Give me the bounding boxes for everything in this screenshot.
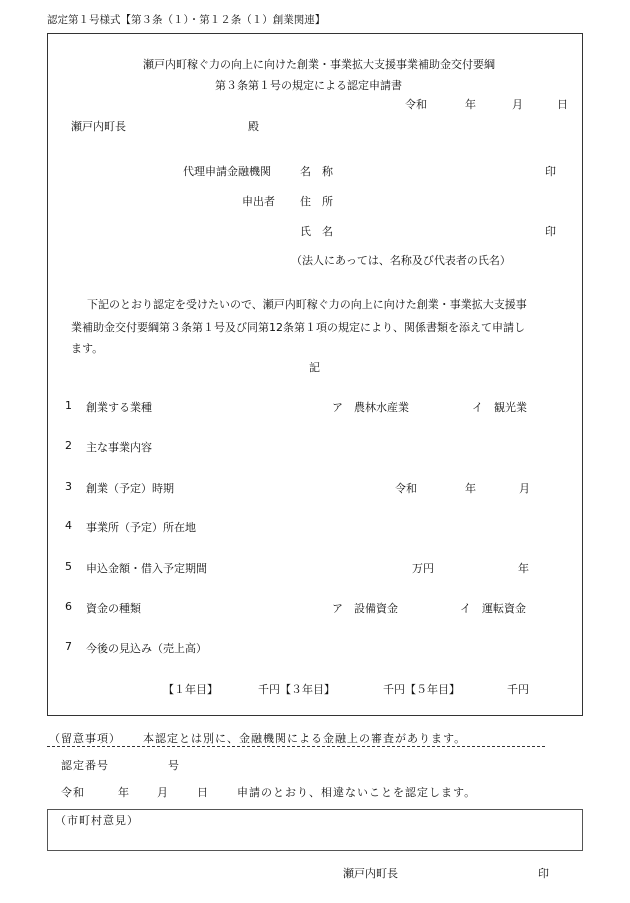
item1-label: 創業する業種 [86,401,152,414]
applicant-corporate-note: （法人にあっては、名称及び代表者の氏名） [291,254,511,267]
applicant-address-label: 住 所 [300,195,333,208]
certification-statement: 申請のとおり、相違ないことを認定します。 [237,786,477,799]
addressee-name: 瀬戸内町長 [71,120,126,133]
form-title-line2: 第３条第１号の規定による認定申請書 [215,79,402,92]
certification-day: 日 [197,786,208,799]
municipal-opinion-label: （市町村意見） [55,814,139,827]
item3-label: 創業（予定）時期 [86,482,174,495]
item3-number: 3 [65,480,72,493]
notes-text: 本認定とは別に、金融機関による金融上の審査があります。 [143,732,467,745]
addressee-honorific: 殿 [248,120,259,133]
ki-heading: 記 [309,361,320,374]
certification-number-label: 認定番号 [61,759,109,772]
body-text-line3: ます。 [71,342,104,355]
sales-year5-label: 千円【５年目】 [383,683,460,696]
body-text-line2: 業補助金交付要綱第３条第１号及び同第12条第１項の規定により、関係書類を添えて申請し [71,321,525,334]
form-header-label: 認定第１号様式【第３条（１）・第１２条（１）創業関連】 [47,14,326,26]
separator-line [47,746,545,747]
item2-label: 主な事業内容 [86,441,152,454]
certification-era: 令和 [61,786,85,799]
notes-label: （留意事項） [49,732,121,745]
body-text-line1: 下記のとおり認定を受けたいので、瀬戸内町稼ぐ力の向上に向けた創業・事業拡大支援事 [87,298,527,311]
date-era: 令和 [405,98,427,111]
item6-option-b: イ 運転資金 [460,602,526,615]
proxy-name-field-label: 名 称 [300,165,333,178]
item2-number: 2 [65,439,72,452]
footer-mayor: 瀬戸内町長 [343,867,398,880]
sales-unit: 千円 [507,683,529,696]
item3-year: 年 [465,482,476,495]
item7-number: 7 [65,640,72,653]
applicant-label: 申出者 [242,195,275,208]
item6-number: 6 [65,600,72,613]
item5-period-unit: 年 [518,562,529,575]
sales-year1-label: 【１年目】 [163,683,218,696]
sales-year3-label: 千円【３年目】 [258,683,335,696]
item5-label: 申込金額・借入予定期間 [86,562,207,575]
item6-label: 資金の種類 [86,602,141,615]
item1-option-b: イ 観光業 [472,401,527,414]
footer-seal: 印 [538,867,549,880]
item4-label: 事業所（予定）所在地 [86,521,196,534]
certification-month: 月 [157,786,168,799]
certification-number-suffix: 号 [168,759,179,772]
applicant-seal: 印 [545,225,556,238]
item7-label: 今後の見込み（売上高） [86,642,207,655]
item5-number: 5 [65,560,72,573]
proxy-seal: 印 [545,165,556,178]
date-year: 年 [465,98,476,111]
form-title-line1: 瀬戸内町稼ぐ力の向上に向けた創業・事業拡大支援事業補助金交付要綱 [143,58,495,71]
item5-amount-unit: 万円 [412,562,434,575]
item1-option-a: ア 農林水産業 [332,401,409,414]
date-day: 日 [557,98,568,111]
item4-number: 4 [65,519,72,532]
date-month: 月 [512,98,523,111]
item6-option-a: ア 設備資金 [332,602,398,615]
item1-number: 1 [65,399,72,412]
item3-month: 月 [519,482,530,495]
applicant-name-label: 氏 名 [300,225,333,238]
item3-era: 令和 [395,482,417,495]
certification-year: 年 [118,786,129,799]
proxy-institution-label: 代理申請金融機関 [183,165,271,178]
